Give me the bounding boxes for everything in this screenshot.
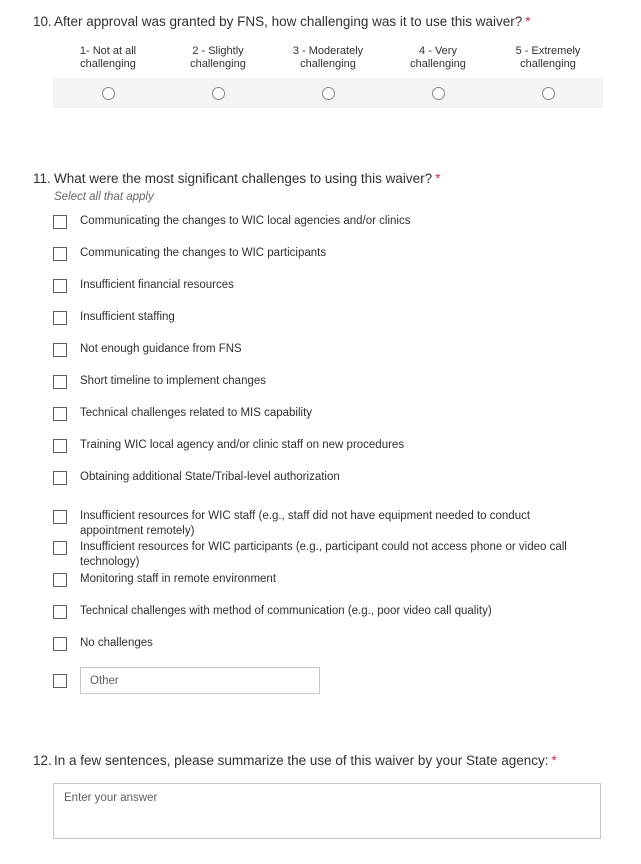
checkbox-icon[interactable] — [53, 247, 67, 261]
question-11 — [0, 170, 641, 701]
likert-header-5-line2: challenging — [520, 58, 576, 70]
question-11-subtitle: Select all that apply — [54, 191, 154, 203]
checkbox-icon[interactable] — [53, 279, 67, 293]
likert-radio-4[interactable] — [432, 87, 445, 100]
checkbox-icon[interactable] — [53, 605, 67, 619]
checkbox-icon[interactable] — [53, 375, 67, 389]
likert-header-1 — [53, 45, 163, 71]
checkbox-icon[interactable] — [53, 541, 67, 555]
checkbox-label: Communicating the changes to WIC local agencies and/or clinics — [80, 215, 411, 227]
question-10-required-marker: * — [525, 14, 531, 29]
checkbox-option[interactable] — [53, 373, 641, 405]
question-11-number: 11. — [33, 171, 51, 186]
checkbox-label: Not enough guidance from FNS — [80, 343, 242, 355]
likert-cell-5[interactable] — [493, 87, 603, 100]
checkbox-option[interactable] — [53, 635, 641, 667]
question-12-number: 12. — [33, 753, 52, 768]
checkbox-label: Short timeline to implement changes — [80, 375, 267, 387]
checkbox-option[interactable] — [53, 501, 641, 539]
likert-header-3 — [273, 45, 383, 71]
checkbox-icon[interactable] — [53, 343, 67, 357]
likert-header-4 — [383, 45, 493, 71]
checkbox-icon[interactable] — [53, 439, 67, 453]
checkbox-option[interactable] — [53, 539, 641, 571]
likert-header-2-line1: 2 - Slightly — [192, 45, 244, 57]
checkbox-option[interactable] — [53, 245, 641, 277]
likert-cell-4[interactable] — [383, 87, 493, 100]
checkbox-label: Monitoring staff in remote environment — [80, 573, 277, 585]
checkbox-icon[interactable] — [53, 407, 67, 421]
likert-header-4-line2: challenging — [410, 58, 466, 70]
checkbox-option[interactable] — [53, 309, 641, 341]
checkbox-option[interactable] — [53, 437, 641, 469]
likert-header-1-line1: 1- Not at all — [79, 45, 137, 57]
likert-option-row — [53, 78, 603, 108]
checkbox-label: Communicating the changes to WIC participants — [80, 247, 327, 259]
question-11-header — [0, 170, 641, 188]
question-10 — [0, 13, 641, 108]
question-10-header — [0, 13, 641, 31]
question-12-text: In a few sentences, please summarize the use of this waiver by your State agency: — [54, 753, 549, 768]
checkbox-list-11 — [53, 213, 641, 701]
likert-header-5 — [493, 45, 603, 71]
checkbox-option-other[interactable] — [53, 667, 641, 701]
likert-cell-1[interactable] — [53, 87, 163, 100]
checkbox-icon[interactable] — [53, 573, 67, 587]
likert-header-row — [53, 45, 603, 71]
checkbox-label: Technical challenges with method of communication (e.g., poor video call quality) — [80, 605, 492, 617]
likert-header-3-line2: challenging — [300, 58, 356, 70]
checkbox-icon[interactable] — [53, 311, 67, 325]
checkbox-label: Training WIC local agency and/or clinic staff on new procedures — [80, 439, 405, 451]
checkbox-label: Insufficient resources for WIC staff (e.g., staff did not have equipment needed to conduct appointment remotely) — [80, 510, 531, 537]
checkbox-icon[interactable] — [53, 637, 67, 651]
likert-header-1-line2: challenging — [80, 58, 136, 70]
likert-scale-10 — [53, 45, 603, 108]
question-10-text: After approval was granted by FNS, how challenging was it to use this waiver? — [54, 14, 523, 29]
likert-header-3-line1: 3 - Moderately — [292, 45, 364, 57]
checkbox-label: Insufficient financial resources — [80, 279, 234, 291]
question-12-header — [0, 752, 641, 770]
checkbox-icon[interactable] — [53, 510, 67, 524]
checkbox-label: Obtaining additional State/Tribal-level authorization — [80, 471, 340, 483]
likert-header-4-line1: 4 - Very — [419, 45, 457, 57]
likert-radio-5[interactable] — [542, 87, 555, 100]
likert-radio-3[interactable] — [322, 87, 335, 100]
other-text-input[interactable] — [80, 667, 320, 694]
likert-header-5-line1: 5 - Extremely — [515, 45, 581, 57]
likert-cell-3[interactable] — [273, 87, 383, 100]
checkbox-option[interactable] — [53, 213, 641, 245]
checkbox-option[interactable] — [53, 603, 641, 635]
checkbox-option[interactable] — [53, 405, 641, 437]
question-12-required-marker: * — [551, 753, 557, 768]
question-11-text: What were the most significant challenges to using this waiver? — [54, 171, 433, 186]
checkbox-label: Technical challenges related to MIS capability — [80, 407, 313, 419]
checkbox-option[interactable] — [53, 571, 641, 603]
checkbox-option[interactable] — [53, 469, 641, 501]
checkbox-icon[interactable] — [53, 674, 67, 688]
checkbox-option[interactable] — [53, 277, 641, 309]
checkbox-option[interactable] — [53, 341, 641, 373]
question-10-number: 10. — [33, 14, 52, 29]
checkbox-label: Insufficient resources for WIC participants (e.g., participant could not access phone or video call technology) — [80, 541, 567, 568]
checkbox-icon[interactable] — [53, 471, 67, 485]
answer-wrapper — [53, 783, 641, 844]
likert-header-2-line2: challenging — [190, 58, 246, 70]
checkbox-label: Insufficient staffing — [80, 311, 175, 323]
checkbox-icon[interactable] — [53, 215, 67, 229]
other-input-wrapper — [80, 667, 320, 694]
likert-header-2 — [163, 45, 273, 71]
likert-radio-1[interactable] — [102, 87, 115, 100]
likert-cell-2[interactable] — [163, 87, 273, 100]
checkbox-label: No challenges — [80, 637, 153, 649]
long-answer-input[interactable] — [53, 783, 601, 839]
question-11-required-marker: * — [435, 171, 441, 186]
likert-radio-2[interactable] — [212, 87, 225, 100]
question-12 — [0, 752, 641, 844]
